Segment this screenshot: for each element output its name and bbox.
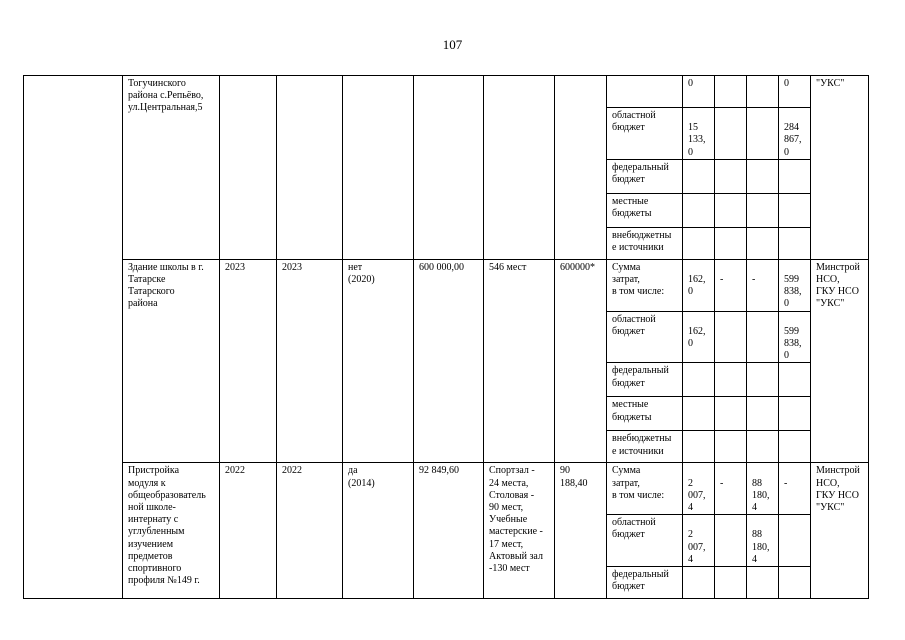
funding-source-cell: местные бюджеты (607, 397, 683, 431)
investment-table (23, 75, 869, 599)
object-name-cell: Здание школы в г. Татарске Татарского района (123, 259, 220, 463)
funding-source-cell: федеральный бюджет (607, 567, 683, 599)
funding-value-cell: - (715, 259, 747, 311)
funding-value-cell: 88 180, 4 (747, 463, 779, 515)
funding-value-cell (747, 363, 779, 397)
funding-value-cell (779, 193, 811, 227)
funding-value-cell (715, 193, 747, 227)
funding-value-cell (747, 76, 779, 108)
remaining-cost-cell (555, 76, 607, 260)
funding-source-cell: Сумма затрат, в том числе: (607, 259, 683, 311)
funding-value-cell: 599 838, 0 (779, 311, 811, 363)
funding-source-cell: местные бюджеты (607, 193, 683, 227)
funding-value-cell (779, 159, 811, 193)
end-year-cell: 2023 (277, 259, 343, 463)
funding-value-cell (747, 108, 779, 160)
funding-source-cell (607, 76, 683, 108)
estimated-cost-cell (414, 76, 484, 260)
funding-value-cell (715, 159, 747, 193)
funding-value-cell (715, 311, 747, 363)
start-year-cell (220, 76, 277, 260)
capacity-cell (484, 76, 555, 260)
funding-value-cell (747, 193, 779, 227)
table-body (24, 76, 869, 599)
funding-value-cell (779, 515, 811, 567)
funding-value-cell (683, 159, 715, 193)
funding-source-cell: Сумма затрат, в том числе: (607, 463, 683, 515)
funding-value-cell: 2 007, 4 (683, 463, 715, 515)
table-row (24, 76, 869, 108)
capacity-cell: Спортзал - 24 места, Столовая - 90 мест, Учебные мастерские - 17 мест, Актовый зал -130 мест (484, 463, 555, 599)
funding-value-cell (715, 397, 747, 431)
funding-value-cell: 0 (779, 76, 811, 108)
object-name-cell: Тогучинского района с.Репьёво, ул.Центральная,5 (123, 76, 220, 260)
page-number: 107 (442, 37, 463, 52)
funding-value-cell (715, 227, 747, 259)
end-year-cell (277, 76, 343, 260)
estimated-cost-cell: 600 000,00 (414, 259, 484, 463)
responsible-cell: "УКС" (811, 76, 869, 260)
funding-source-cell: федеральный бюджет (607, 363, 683, 397)
remaining-cost-cell: 90 188,40 (555, 463, 607, 599)
funding-source-cell: федеральный бюджет (607, 159, 683, 193)
funding-value-cell: 88 180, 4 (747, 515, 779, 567)
funding-value-cell: 599 838, 0 (779, 259, 811, 311)
design-docs-cell: нет (2020) (343, 259, 414, 463)
funding-value-cell (715, 515, 747, 567)
funding-value-cell: - (779, 463, 811, 515)
capacity-cell: 546 мест (484, 259, 555, 463)
design-docs-cell (343, 76, 414, 260)
funding-value-cell (747, 311, 779, 363)
end-year-cell: 2022 (277, 463, 343, 599)
funding-source-cell: областной бюджет (607, 311, 683, 363)
object-name-cell: Пристройка модуля к общеобразователь ной школе- интернату с углубленным изучением предметов спортивного профиля №149 г. (123, 463, 220, 599)
funding-value-cell (779, 397, 811, 431)
remaining-cost-cell: 600000* (555, 259, 607, 463)
funding-source-cell: внебюджетны е источники (607, 431, 683, 463)
funding-value-cell: 284 867, 0 (779, 108, 811, 160)
funding-value-cell (747, 159, 779, 193)
funding-value-cell (683, 193, 715, 227)
funding-value-cell: - (747, 259, 779, 311)
design-docs-cell: да (2014) (343, 463, 414, 599)
funding-value-cell (683, 431, 715, 463)
start-year-cell: 2023 (220, 259, 277, 463)
estimated-cost-cell: 92 849,60 (414, 463, 484, 599)
funding-value-cell (747, 431, 779, 463)
funding-source-cell: областной бюджет (607, 515, 683, 567)
funding-value-cell (715, 76, 747, 108)
funding-value-cell: 162, 0 (683, 259, 715, 311)
funding-value-cell (715, 431, 747, 463)
funding-value-cell (747, 227, 779, 259)
start-year-cell: 2022 (220, 463, 277, 599)
funding-value-cell: 0 (683, 76, 715, 108)
funding-value-cell (747, 397, 779, 431)
responsible-cell: Минстрой НСО, ГКУ НСО "УКС" (811, 259, 869, 463)
funding-value-cell (683, 227, 715, 259)
funding-value-cell (683, 363, 715, 397)
funding-value-cell (779, 227, 811, 259)
funding-value-cell (715, 108, 747, 160)
funding-value-cell: 15 133, 0 (683, 108, 715, 160)
row-number-cell (24, 76, 123, 599)
funding-value-cell (779, 567, 811, 599)
funding-source-cell: внебюджетны е источники (607, 227, 683, 259)
responsible-cell: Минстрой НСО, ГКУ НСО "УКС" (811, 463, 869, 599)
funding-value-cell: 2 007, 4 (683, 515, 715, 567)
funding-value-cell: 162, 0 (683, 311, 715, 363)
funding-value-cell (779, 363, 811, 397)
funding-value-cell (779, 431, 811, 463)
funding-value-cell (683, 567, 715, 599)
funding-value-cell (683, 397, 715, 431)
table-row (24, 259, 869, 311)
funding-source-cell: областной бюджет (607, 108, 683, 160)
funding-value-cell (747, 567, 779, 599)
funding-value-cell (715, 567, 747, 599)
funding-value-cell: - (715, 463, 747, 515)
funding-value-cell (715, 363, 747, 397)
table-row (24, 463, 869, 515)
